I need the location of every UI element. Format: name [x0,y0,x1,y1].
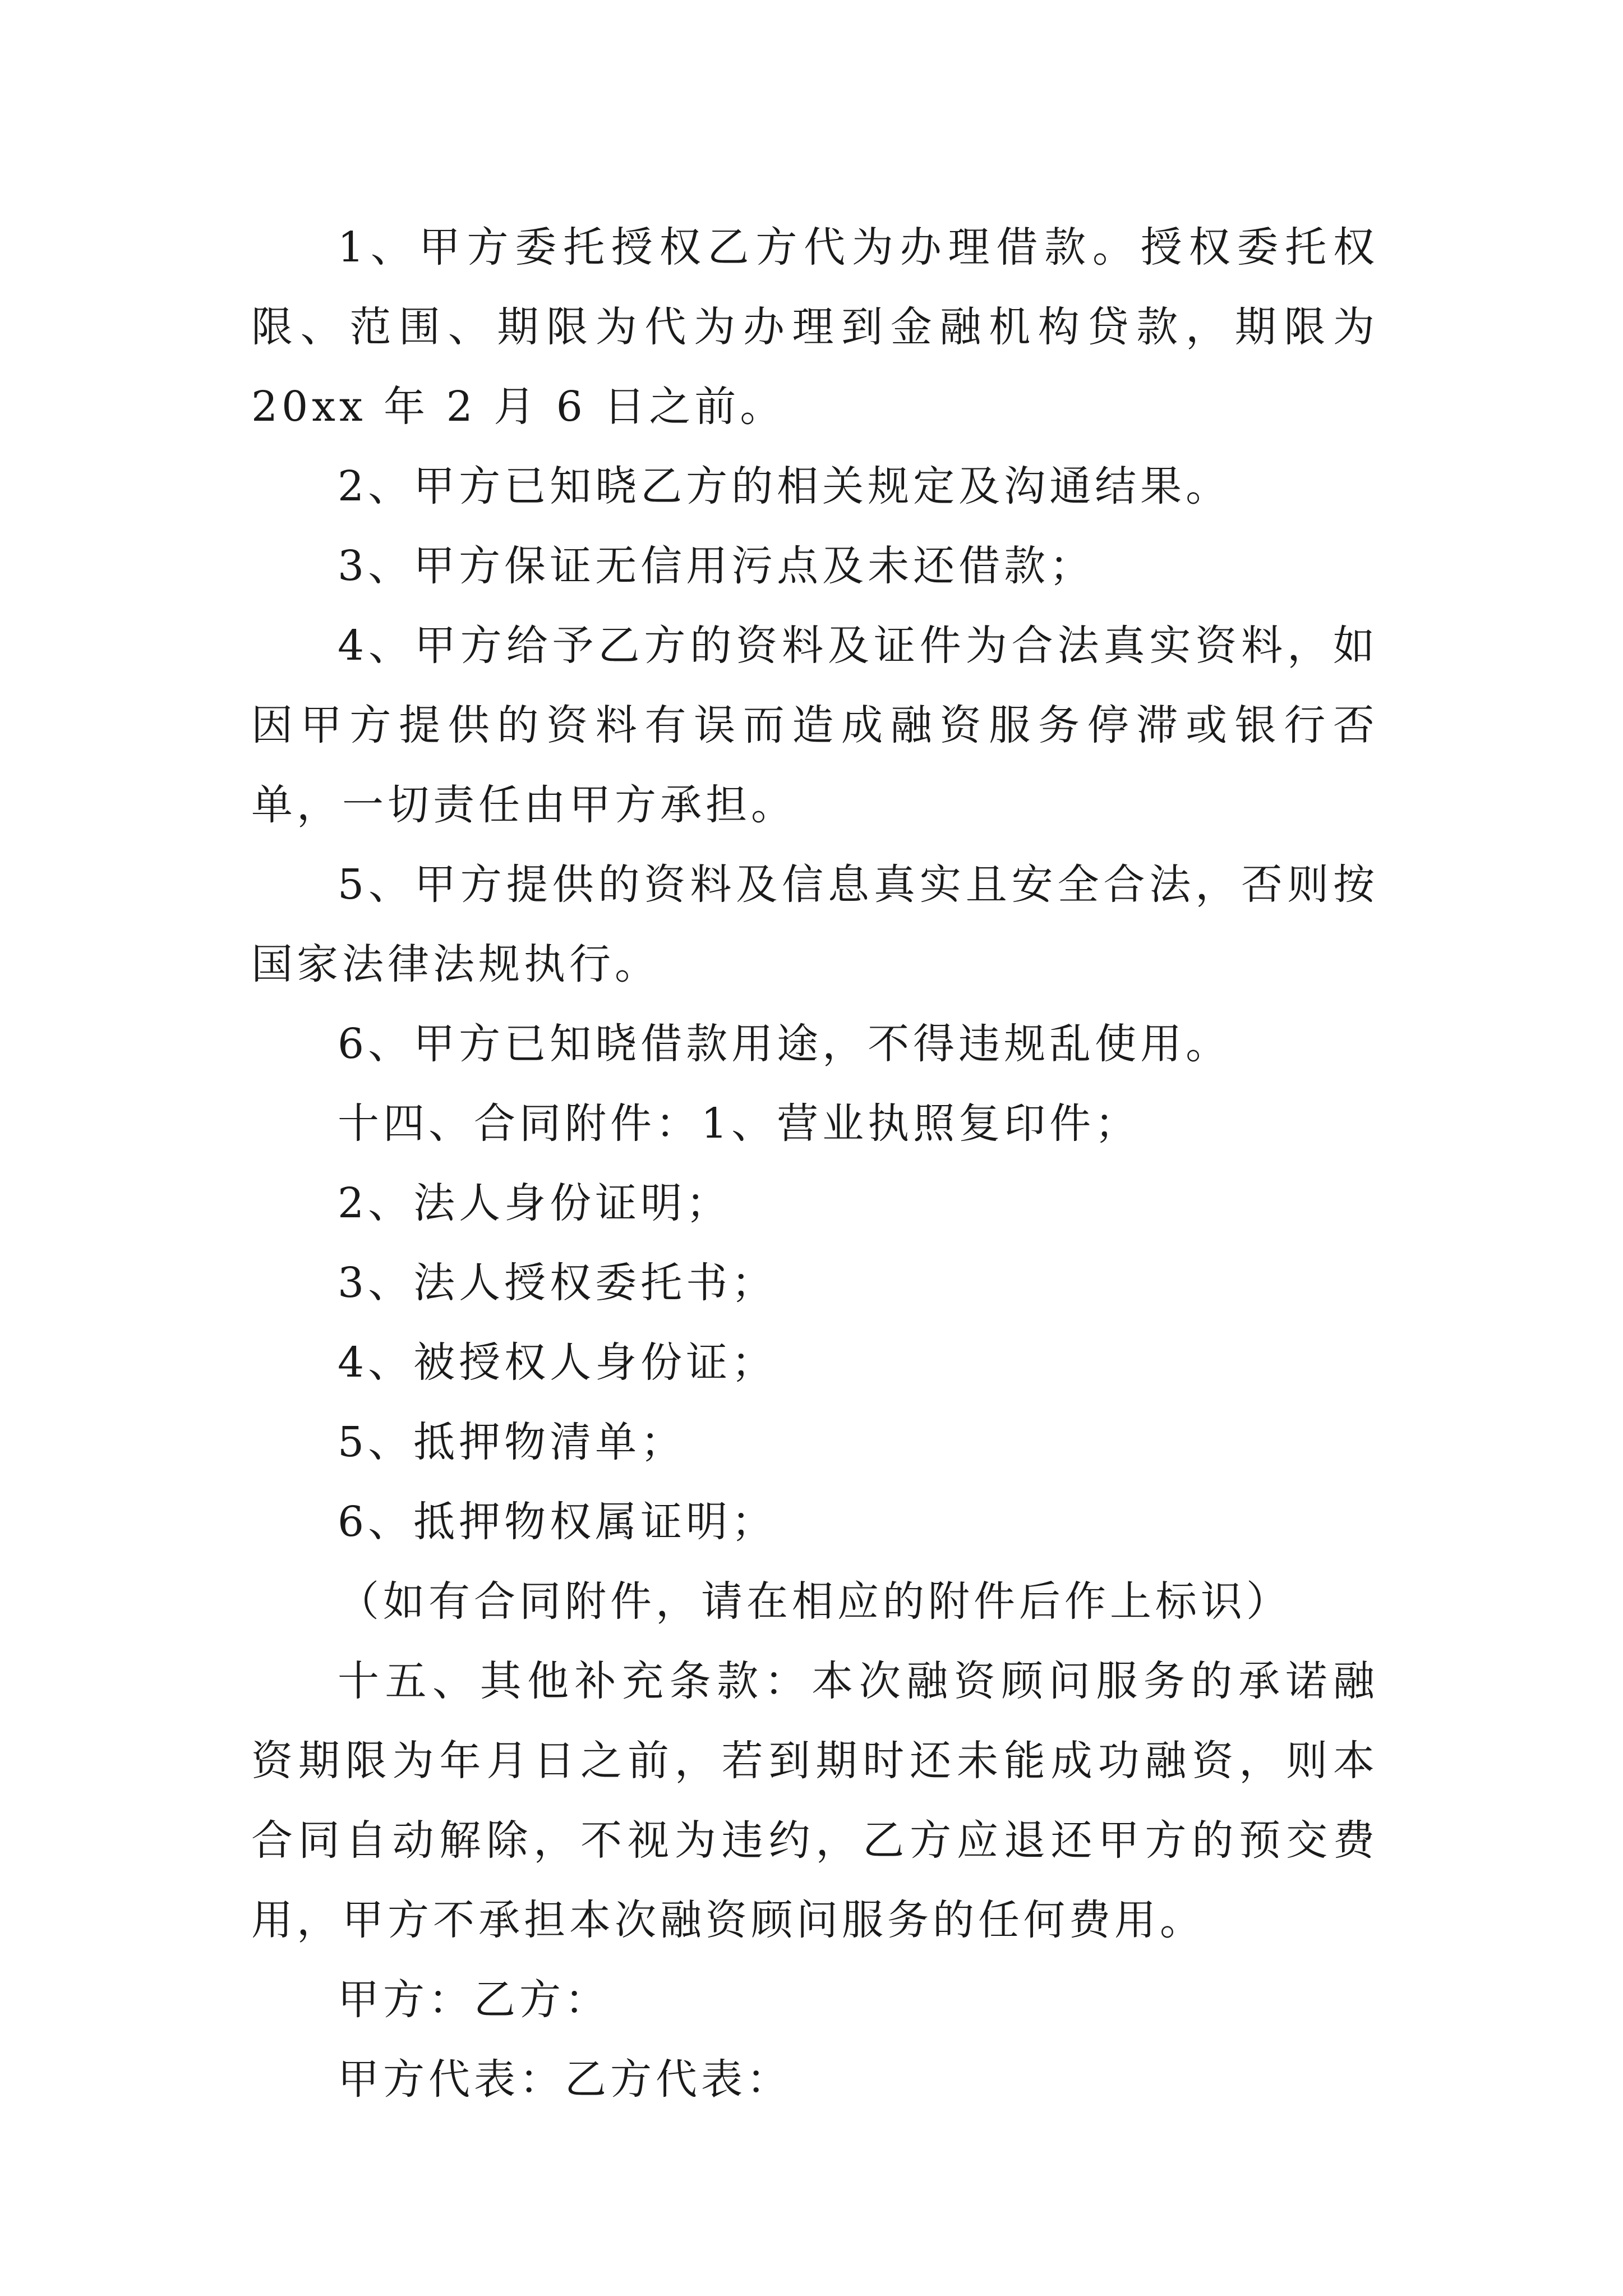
attachment-item: 4、被授权人身份证； [338,1338,777,1387]
clause-3-paragraph: 3、甲方保证无信用污点及未还借款； [338,542,1095,590]
parties-signature-line: 甲方：乙方： [338,1976,610,2024]
clause-5-paragraph: 5、甲方提供的资料及信息真实且安全合法，否则按国家法律法规执行。 [251,861,1378,988]
document-body [251,208,1396,2119]
clause-2-paragraph: 2、甲方已知晓乙方的相关规定及沟通结果。 [338,462,1232,510]
supplementary-terms-paragraph: 十五、其他补充条款：本次融资顾问服务的承诺融资期限为年月日之前，若到期时还未能成功融资，则本合同自动解除，不视为违约，乙方应退还甲方的预交费用，甲方不承担本次融资顾问服务的任何费用。 [251,1657,1378,1944]
clause-4-paragraph: 4、甲方给予乙方的资料及证件为合法真实资料，如因甲方提供的资料有误而造成融资服务停滞或银行否单，一切责任由甲方承担。 [251,622,1378,829]
attachment-item: 6、抵押物权属证明； [338,1498,777,1546]
representatives-signature-line: 甲方代表：乙方代表： [338,2055,792,2104]
clause-6-paragraph: 6、甲方已知晓借款用途，不得违规乱使用。 [338,1020,1232,1068]
attachments-note: （如有合同附件，请在相应的附件后作上标识） [338,1577,1292,1626]
attachments-heading: 十四、合同附件：1、营业执照复印件； [338,1099,1141,1148]
attachment-item: 3、法人授权委托书； [338,1259,777,1307]
clause-1-paragraph: 1、甲方委托授权乙方代为办理借款。授权委托权限、范围、期限为代为办理到金融机构贷款，期限为 20xx 年 2 月 6 日之前。 [251,223,1396,431]
attachment-item: 2、法人身份证明； [338,1179,732,1227]
attachment-item: 5、抵押物清单； [338,1418,686,1466]
